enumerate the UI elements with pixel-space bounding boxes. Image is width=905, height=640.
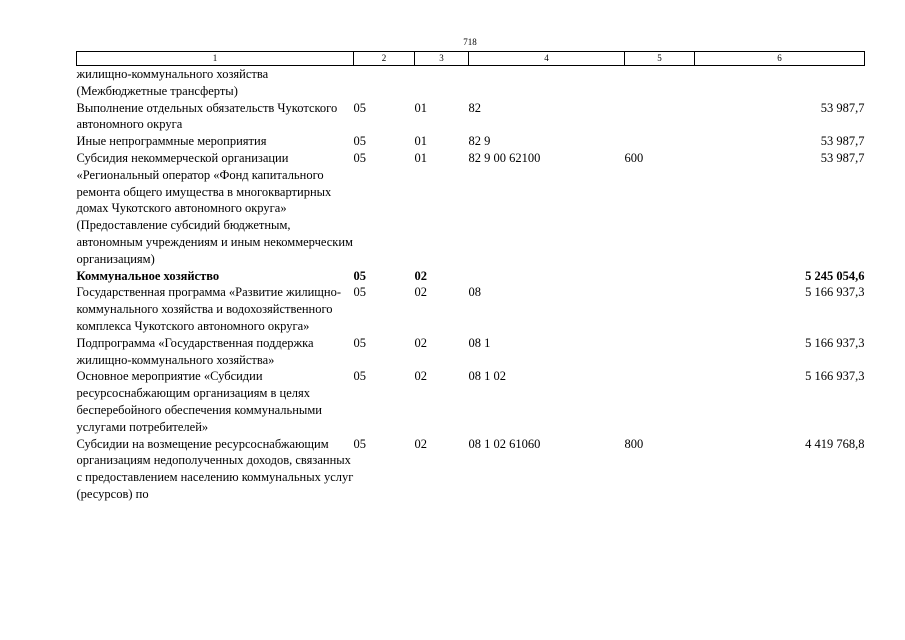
row-amount-cell: 53 987,7 [820,150,865,165]
row-amount-cell: 4 419 768,8 [805,436,865,451]
row-target-article-cell: 08 [468,285,481,300]
row-section-cell: 05 [353,134,366,149]
row-expense-type-cell [625,368,695,435]
column-number-row [77,52,865,66]
row-section-cell: 05 [353,150,366,165]
row-name-cell: Выполнение отдельных обязательств Чукотского автономного округа [76,100,338,132]
row-target-article-cell: 82 9 00 62100 [468,150,541,165]
row-name-cell: Субсидии на возмещение ресурсоснабжающим организациям недополученных доходов, связанных с предоставлением населению коммунальных услуг (ресурсов) по [76,436,354,501]
budget-table [76,51,865,503]
row-name-cell: Иные непрограммные мероприятия [76,134,267,149]
row-section-cell [354,66,415,100]
table-row [77,268,865,285]
row-target-article-cell: 08 1 02 61060 [468,436,541,451]
budget-table-body [77,66,865,503]
row-subsection-cell: 02 [414,268,427,283]
table-row [77,335,865,369]
column-header-6: 6 [695,52,865,66]
table-row [77,150,865,268]
row-section-cell: 05 [353,335,366,350]
row-section-cell: 05 [353,100,366,115]
row-subsection-cell: 02 [414,285,427,300]
row-amount-cell: 5 245 054,6 [805,268,865,283]
column-header-1: 1 [77,52,354,66]
table-row [77,133,865,150]
table-row [77,368,865,435]
row-target-article-cell: 08 1 [468,335,491,350]
row-subsection-cell: 02 [414,436,427,451]
table-row [77,66,865,100]
row-expense-type-cell [625,100,695,134]
table-row [77,284,865,334]
column-header-4: 4 [469,52,625,66]
row-subsection-cell: 02 [414,369,427,384]
row-target-article-cell: 08 1 02 [468,369,506,384]
row-section-cell: 05 [353,436,366,451]
row-expense-type-cell [625,66,695,100]
row-subsection-cell [415,66,469,100]
row-amount-cell: 5 166 937,3 [805,369,865,384]
row-name-cell: Подпрограмма «Государственная поддержка жилищно-коммунального хозяйства» [76,335,314,367]
row-target-article-cell [469,268,625,285]
row-subsection-cell: 01 [414,134,427,149]
row-target-article-cell: 82 [468,100,481,115]
row-expense-type-cell [625,335,695,369]
row-amount-cell: 5 166 937,3 [805,285,865,300]
row-section-cell: 05 [353,268,366,283]
row-amount-cell: 5 166 937,3 [805,335,865,350]
row-amount-cell: 53 987,7 [820,134,865,149]
column-header-5: 5 [625,52,695,66]
column-header-2: 2 [354,52,415,66]
row-section-cell: 05 [353,369,366,384]
row-name-cell: Коммунальное хозяйство [76,268,220,283]
table-row [77,100,865,134]
row-expense-type-cell: 600 [624,150,644,165]
row-target-article-cell [469,66,625,100]
row-section-cell: 05 [353,285,366,300]
row-subsection-cell: 01 [414,150,427,165]
row-name-cell: жилищно-коммунального хозяйства (Межбюджетные трансферты) [76,67,269,98]
row-expense-type-cell [625,284,695,334]
row-amount-cell [695,66,865,100]
row-name-cell: Государственная программа «Развитие жилищно-коммунального хозяйства и водохозяйственного комплекса Чукотского автономного округа» [76,285,341,333]
row-subsection-cell: 01 [414,100,427,115]
row-subsection-cell: 02 [414,335,427,350]
row-expense-type-cell [625,268,695,285]
row-name-cell: Основное мероприятие «Субсидии ресурсоснабжающим организациям в целях бесперебойного обеспечения коммунальными услугами потребителей» [76,369,322,434]
row-amount-cell: 53 987,7 [820,100,865,115]
row-expense-type-cell: 800 [624,436,644,451]
row-expense-type-cell [625,133,695,150]
row-name-cell: Субсидия некоммерческой организации «Региональный оператор «Фонд капитального ремонта общего имущества в многоквартирных домах Чукотского автономного округа» (Предоставление субсидий бюджетным, автономным учреждениям и иным некоммерческим организациям) [76,150,353,266]
row-target-article-cell: 82 9 [468,134,491,149]
page-number: 718 [463,37,477,47]
column-header-3: 3 [415,52,469,66]
table-row [77,436,865,503]
